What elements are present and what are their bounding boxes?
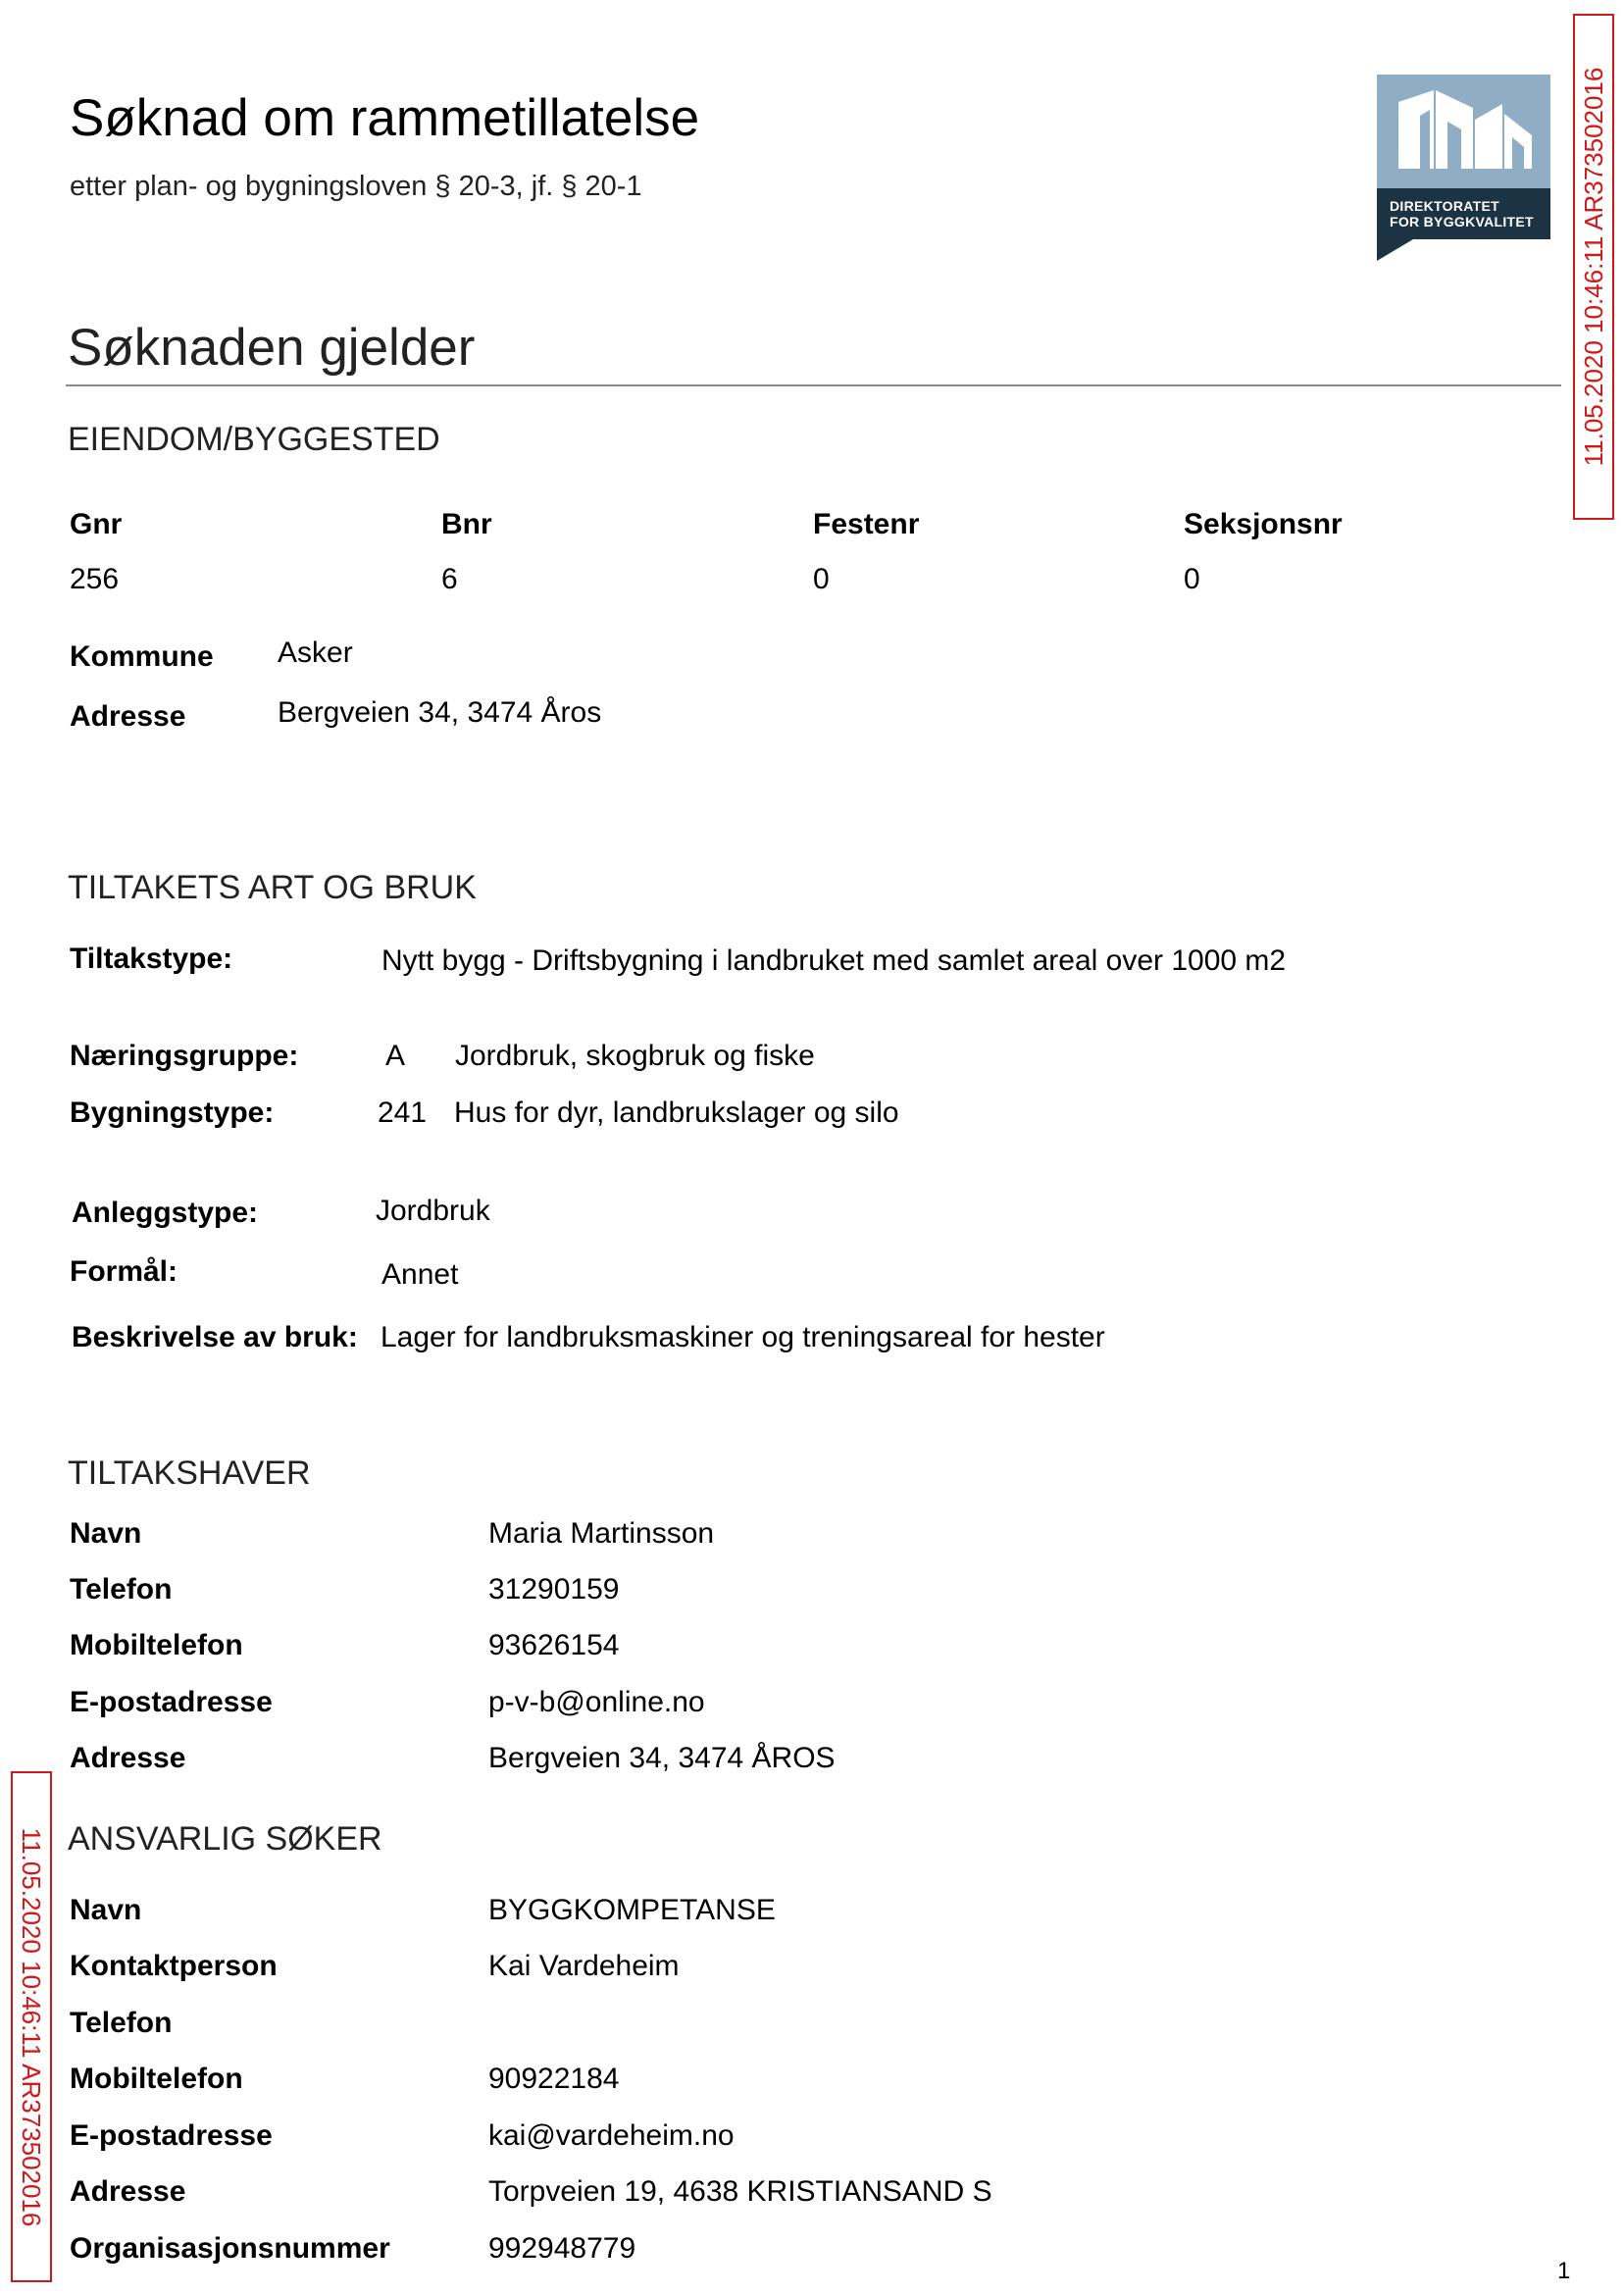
- soker-orgnr-label: Organisasjonsnummer: [70, 2232, 390, 2265]
- formal-value: Annet: [381, 1258, 459, 1291]
- tiltakstype-label: Tiltakstype:: [70, 943, 233, 975]
- beskrivelse-label: Beskrivelse av bruk:: [72, 1321, 358, 1353]
- adresse-label: Adresse: [70, 700, 186, 733]
- festenr-label: Festenr: [813, 508, 920, 540]
- tiltakshaver-navn-value: Maria Martinsson: [488, 1517, 715, 1550]
- gnr-value: 256: [70, 563, 120, 595]
- building-icon: [1377, 75, 1550, 188]
- soker-navn-value: BYGGKOMPETANSE: [488, 1894, 776, 1926]
- festenr-value: 0: [813, 563, 830, 595]
- document-title: Søknad om rammetillatelse: [70, 89, 700, 147]
- soker-epost-value: kai@vardeheim.no: [488, 2119, 735, 2152]
- kommune-label: Kommune: [70, 640, 214, 673]
- naeringsgruppe-label: Næringsgruppe:: [70, 1040, 299, 1072]
- tiltakshaver-navn-label: Navn: [70, 1517, 142, 1550]
- seksjonsnr-value: 0: [1184, 563, 1200, 595]
- tiltakshaver-adresse-value: Bergveien 34, 3474 ÅROS: [488, 1742, 836, 1774]
- section-heading-tiltakshaver: TILTAKSHAVER: [68, 1454, 311, 1492]
- logo-text-line2: FOR BYGGKVALITET: [1390, 214, 1534, 229]
- section-heading-tiltak: TILTAKETS ART OG BRUK: [68, 869, 477, 906]
- bnr-value: 6: [441, 563, 458, 595]
- stamp-text: 11.05.2020 10:46:11 AR373502016: [1579, 67, 1608, 467]
- soker-kontakt-value: Kai Vardeheim: [488, 1950, 680, 1982]
- received-stamp-left: [11, 1771, 52, 2282]
- soker-epost-label: E-postadresse: [70, 2119, 273, 2152]
- soker-mobil-label: Mobiltelefon: [70, 2063, 243, 2095]
- tiltakshaver-telefon-label: Telefon: [70, 1573, 173, 1606]
- tiltakshaver-mobil-label: Mobiltelefon: [70, 1629, 243, 1661]
- gnr-label: Gnr: [70, 508, 123, 540]
- tiltakshaver-epost-value: p-v-b@online.no: [488, 1686, 705, 1718]
- document-subtitle: etter plan- og bygningsloven § 20-3, jf. § 20-1: [70, 171, 642, 202]
- soker-adresse-label: Adresse: [70, 2175, 186, 2208]
- soker-kontakt-label: Kontaktperson: [70, 1950, 278, 1982]
- anleggstype-label: Anleggstype:: [72, 1197, 259, 1229]
- tiltakshaver-adresse-label: Adresse: [70, 1742, 186, 1774]
- bygningstype-label: Bygningstype:: [70, 1096, 275, 1129]
- tiltakshaver-mobil-value: 93626154: [488, 1629, 620, 1661]
- section-heading-eiendom: EIENDOM/BYGGESTED: [68, 421, 440, 458]
- anleggstype-value: Jordbruk: [376, 1195, 490, 1227]
- page-number: 1: [1557, 2258, 1571, 2284]
- stamp-text: 11.05.2020 10:46:11 AR373502016: [17, 1827, 46, 2226]
- soker-telefon-label: Telefon: [70, 2007, 173, 2039]
- received-stamp-top: [1573, 14, 1614, 520]
- dibk-logo: [1377, 75, 1550, 263]
- formal-label: Formål:: [70, 1255, 178, 1288]
- soker-orgnr-value: 992948779: [488, 2232, 636, 2265]
- bnr-label: Bnr: [441, 508, 492, 540]
- section-heading-soknaden-gjelder: Søknaden gjelder: [68, 319, 476, 377]
- adresse-value: Bergveien 34, 3474 Åros: [278, 696, 602, 729]
- bygningstype-value: Hus for dyr, landbrukslager og silo: [454, 1096, 899, 1129]
- section-heading-ansvarlig-soker: ANSVARLIG SØKER: [68, 1820, 382, 1858]
- kommune-value: Asker: [278, 637, 353, 669]
- heading-divider: [66, 384, 1561, 386]
- logo-tab: [1377, 239, 1413, 261]
- beskrivelse-value: Lager for landbruksmaskiner og treningsareal for hester: [381, 1321, 1105, 1353]
- soker-mobil-value: 90922184: [488, 2063, 620, 2095]
- naeringsgruppe-code: A: [385, 1040, 406, 1072]
- seksjonsnr-label: Seksjonsnr: [1184, 508, 1343, 540]
- tiltakshaver-telefon-value: 31290159: [488, 1573, 620, 1606]
- soker-navn-label: Navn: [70, 1894, 142, 1926]
- tiltakstype-value: Nytt bygg - Driftsbygning i landbruket med samlet areal over 1000 m2: [381, 944, 1287, 977]
- soker-adresse-value: Torpveien 19, 4638 KRISTIANSAND S: [488, 2175, 992, 2208]
- bygningstype-code: 241: [378, 1096, 428, 1129]
- naeringsgruppe-value: Jordbruk, skogbruk og fiske: [455, 1040, 815, 1072]
- tiltakshaver-epost-label: E-postadresse: [70, 1686, 273, 1718]
- logo-text-line1: DIREKTORATET: [1390, 198, 1499, 214]
